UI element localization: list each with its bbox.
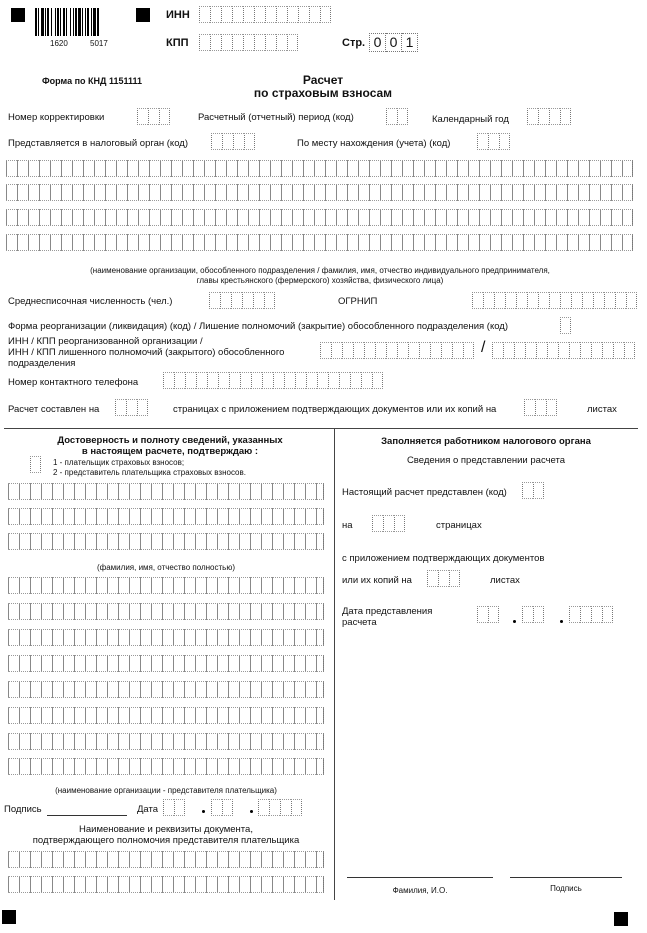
contact-phone-field[interactable] <box>163 372 383 389</box>
reorg-form-field[interactable] <box>560 317 571 334</box>
sheets-count-field[interactable] <box>524 399 557 416</box>
submission-date-label-1: Дата представления <box>342 606 433 617</box>
date-year-field[interactable] <box>258 799 302 816</box>
compiled-on-label: Расчет составлен на <box>8 404 100 415</box>
ogrnip-field[interactable] <box>472 292 637 309</box>
page-digit-2: 0 <box>386 33 402 52</box>
submitted-code-label: Настоящий расчет представлен (код) <box>342 487 507 498</box>
correction-number-label: Номер корректировки <box>8 112 105 123</box>
pages-label: страницах <box>436 520 482 531</box>
corner-marker-bottom-right <box>614 912 628 926</box>
correction-number-field[interactable] <box>137 108 170 125</box>
slash-divider: / <box>481 339 486 356</box>
page-digit-3: 1 <box>402 33 418 52</box>
calendar-year-field[interactable] <box>527 108 571 125</box>
doc-heading-1: Наименование и реквизиты документа, <box>79 824 253 835</box>
inn-field[interactable] <box>199 6 331 23</box>
reorg-form-label: Форма реорганизации (ликвидация) (код) / Лишение полномочий (закрытие) обособленного подразделения (код) <box>8 321 509 332</box>
contact-phone-label: Номер контактного телефона <box>8 377 139 388</box>
form-subtitle: по страховым взносам <box>253 86 393 100</box>
officer-sheets-field[interactable] <box>427 570 460 587</box>
rep-org-row-3[interactable] <box>8 629 324 646</box>
ogrnip-label: ОГРНИП <box>338 296 378 307</box>
barcode-number-right: 5017 <box>90 39 108 48</box>
doc-row-1[interactable] <box>8 851 324 868</box>
section-divider <box>4 428 638 429</box>
date-month-field[interactable] <box>211 799 233 816</box>
barcode <box>35 6 127 36</box>
pages-with-label: страницах с приложением подтверждающих документов или их копий на <box>173 404 497 415</box>
inn-kpp-reorg-label-2: ИНН / КПП лишенного полномочий (закрытого) обособленного <box>8 347 285 358</box>
submission-day-field[interactable] <box>477 606 499 623</box>
with-docs-label: с приложением подтверждающих документов <box>342 553 545 564</box>
rep-org-row-1[interactable] <box>8 577 324 594</box>
on-label: на <box>342 520 353 531</box>
org-name-row-3[interactable] <box>6 209 633 226</box>
officer-signature-caption: Подпись <box>550 884 582 893</box>
or-copies-label: или их копий на <box>342 575 412 586</box>
doc-heading-2: подтверждающего полномочия представителя плательщика <box>32 835 300 846</box>
signature-label: Подпись <box>4 804 42 815</box>
reorg-inn-field[interactable] <box>320 342 474 359</box>
fio-row-3[interactable] <box>8 533 324 550</box>
rep-org-row-5[interactable] <box>8 681 324 698</box>
date-separator-2 <box>250 810 253 813</box>
confirmer-type-field[interactable] <box>30 456 41 473</box>
period-code-field[interactable] <box>386 108 408 125</box>
officer-fio-line[interactable] <box>347 877 493 878</box>
corner-marker-top-right <box>136 8 150 22</box>
reorg-kpp-field[interactable] <box>492 342 635 359</box>
confirmer-option-1: 1 - плательщик страховых взносов; <box>53 458 185 467</box>
submission-month-field[interactable] <box>522 606 544 623</box>
page-digit-1: 0 <box>369 33 386 52</box>
date-separator-1 <box>202 810 205 813</box>
submission-date-separator-1 <box>513 620 516 623</box>
rep-org-caption: (наименование организации - представителя плательщика) <box>55 786 277 795</box>
corner-marker-bottom-left <box>2 910 16 924</box>
submission-subheading: Сведения о представлении расчета <box>406 455 566 466</box>
inn-kpp-reorg-label-3: подразделения <box>8 358 76 369</box>
confirm-heading-2: в настоящем расчете, подтверждаю : <box>81 446 259 457</box>
officer-pages-field[interactable] <box>372 515 405 532</box>
submission-year-field[interactable] <box>569 606 613 623</box>
period-code-label: Расчетный (отчетный) период (код) <box>198 112 354 123</box>
sheets-label: листах <box>587 404 617 415</box>
location-code-label: По месту нахождения (учета) (код) <box>297 138 451 149</box>
form-code: Форма по КНД 1151111 <box>42 76 142 86</box>
date-day-field[interactable] <box>163 799 185 816</box>
doc-row-2[interactable] <box>8 876 324 893</box>
rep-org-row-6[interactable] <box>8 707 324 724</box>
submission-date-separator-2 <box>560 620 563 623</box>
page-label: Стр. <box>342 37 366 49</box>
fio-row-1[interactable] <box>8 483 324 500</box>
rep-org-row-2[interactable] <box>8 603 324 620</box>
officer-fio-caption: Фамилия, И.О. <box>392 886 448 895</box>
tax-authority-field[interactable] <box>211 133 255 150</box>
pages-count-field[interactable] <box>115 399 148 416</box>
kpp-label: КПП <box>166 37 189 49</box>
location-code-field[interactable] <box>477 133 510 150</box>
tax-officer-heading: Заполняется работником налогового органа <box>381 436 591 447</box>
signature-line[interactable] <box>47 815 127 816</box>
org-name-row-1[interactable] <box>6 160 633 177</box>
page-number-field[interactable] <box>369 33 418 52</box>
date-label: Дата <box>137 804 159 815</box>
fio-caption: (фамилия, имя, отчество полностью) <box>96 563 235 572</box>
kpp-field[interactable] <box>199 34 298 51</box>
calendar-year-label: Календарный год <box>432 114 509 125</box>
confirmer-option-2: 2 - представитель плательщика страховых взносов. <box>53 468 246 477</box>
inn-kpp-reorg-label-1: ИНН / КПП реорганизованной организации / <box>8 336 203 347</box>
org-name-caption-2: главы крестьянского (фермерского) хозяйства, физического лица) <box>196 276 444 285</box>
column-divider <box>334 428 335 900</box>
rep-org-row-8[interactable] <box>8 758 324 775</box>
barcode-number-left: 1620 <box>50 39 68 48</box>
org-name-row-4[interactable] <box>6 234 633 251</box>
avg-headcount-field[interactable] <box>209 292 275 309</box>
confirm-heading-1: Достоверность и полноту сведений, указанных <box>57 435 283 446</box>
avg-headcount-label: Среднесписочная численность (чел.) <box>8 296 173 307</box>
submission-date-label-2: расчета <box>342 617 377 628</box>
inn-label: ИНН <box>166 9 190 21</box>
org-name-row-2[interactable] <box>6 184 633 201</box>
corner-marker-top-left <box>11 8 25 22</box>
tax-authority-label: Представляется в налоговый орган (код) <box>8 138 188 149</box>
org-name-caption-1: (наименование организации, обособленного подразделения / фамилия, имя, отчество индивидуального предпринимателя, <box>90 266 550 275</box>
submitted-code-field[interactable] <box>522 482 544 499</box>
fio-row-2[interactable] <box>8 508 324 525</box>
rep-org-row-7[interactable] <box>8 733 324 750</box>
rep-org-row-4[interactable] <box>8 655 324 672</box>
officer-signature-line[interactable] <box>510 877 622 878</box>
officer-sheets-label: листах <box>490 575 520 586</box>
form-title: Расчет <box>302 73 344 87</box>
